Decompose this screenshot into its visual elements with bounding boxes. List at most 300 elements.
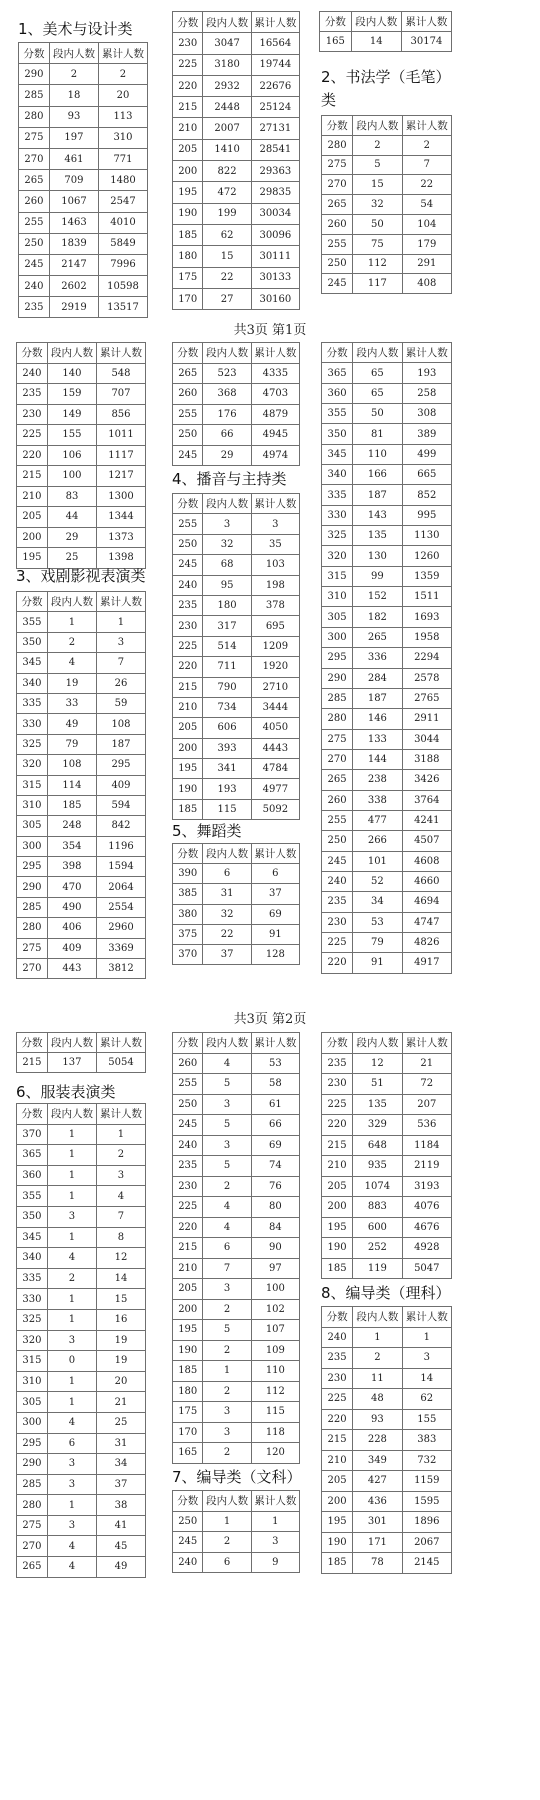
table-cell: 205: [322, 1176, 353, 1197]
table-cell: 14: [96, 1268, 145, 1289]
table-cell: 22: [203, 267, 251, 288]
score-table: [319, 11, 452, 52]
table-cell: 255: [173, 514, 203, 534]
table-row: [322, 234, 452, 254]
table-cell: 270: [322, 175, 353, 195]
table-cell: 368: [203, 384, 251, 405]
table-cell: 30111: [251, 246, 299, 267]
table-cell: 250: [322, 254, 353, 274]
table-row: [19, 106, 148, 127]
table-row: [322, 254, 452, 274]
table-cell: 74: [251, 1156, 299, 1177]
table-cell: 69: [251, 904, 299, 924]
table-cell: 255: [322, 234, 353, 254]
table-cell: 711: [203, 657, 251, 677]
table-cell: 235: [19, 297, 50, 318]
table-cell: 3369: [96, 938, 145, 958]
table-cell: 1373: [96, 527, 145, 548]
table-cell: 250: [173, 1094, 203, 1115]
column-header: 分数: [173, 494, 203, 514]
table-row: [173, 1217, 300, 1238]
section-title-dance: 5、舞蹈类: [172, 822, 242, 840]
table-cell: 383: [402, 1430, 451, 1451]
table-cell: 187: [353, 485, 402, 505]
table-cell: 4241: [402, 810, 451, 830]
table-cell: 707: [96, 384, 145, 405]
table-row: [173, 738, 300, 758]
table-row: [17, 959, 146, 979]
table-cell: 245: [322, 274, 353, 294]
table-cell: 135: [353, 1094, 402, 1115]
table-cell: 210: [173, 1258, 203, 1279]
score-table: [16, 591, 146, 979]
table-cell: 19: [96, 1330, 145, 1351]
table-cell: 195: [173, 182, 203, 203]
table-cell: 260: [173, 1053, 203, 1074]
table-row: [17, 775, 146, 795]
table-row: [322, 587, 452, 607]
table-cell: 230: [173, 33, 203, 54]
table-cell: 1217: [96, 466, 145, 487]
table-cell: 409: [96, 775, 145, 795]
table-cell: 1920: [251, 657, 299, 677]
table-cell: 29835: [251, 182, 299, 203]
table-header-row: [17, 1104, 146, 1125]
table-cell: 600: [353, 1217, 402, 1238]
table-cell: 195: [322, 1217, 353, 1238]
table-cell: 245: [173, 1532, 203, 1553]
table-cell: 275: [322, 155, 353, 175]
table-cell: 185: [173, 224, 203, 245]
table-cell: 3: [96, 1165, 145, 1186]
table-row: [173, 224, 300, 245]
table-row: [322, 892, 452, 912]
table-cell: 4: [47, 1412, 96, 1433]
table-cell: 290: [19, 64, 50, 85]
table-cell: 330: [322, 505, 353, 525]
table-cell: 210: [322, 1156, 353, 1177]
table-cell: 1: [47, 1392, 96, 1413]
table-cell: 1511: [402, 587, 451, 607]
table-cell: 355: [17, 1186, 48, 1207]
table-cell: 1463: [49, 212, 98, 233]
table-row: [322, 1532, 452, 1553]
table-cell: 5: [203, 1320, 251, 1341]
table-cell: 137: [47, 1053, 96, 1073]
score-table: [172, 1490, 300, 1573]
table-cell: 190: [173, 1340, 203, 1361]
table-cell: 110: [251, 1361, 299, 1382]
table-cell: 4: [203, 1197, 251, 1218]
column-header: 段内人数: [203, 12, 251, 33]
table-cell: 4: [47, 1536, 96, 1557]
table-cell: 275: [17, 938, 48, 958]
table-cell: 406: [47, 918, 96, 938]
table-cell: 370: [17, 1124, 48, 1145]
table-cell: 2: [203, 1176, 251, 1197]
table-cell: 140: [47, 363, 96, 384]
table-row: [173, 445, 300, 466]
table-cell: 30096: [251, 224, 299, 245]
table-cell: 225: [322, 932, 353, 952]
table-cell: 101: [353, 851, 402, 871]
table-cell: 350: [322, 424, 353, 444]
table-cell: 112: [251, 1381, 299, 1402]
table-cell: 30034: [251, 203, 299, 224]
table-broadcast-cont: [16, 1032, 146, 1073]
table-cell: 390: [173, 864, 203, 884]
table-row: [173, 575, 300, 595]
table-cell: 205: [173, 1279, 203, 1300]
table-cell: 3193: [402, 1176, 451, 1197]
table-cell: 252: [353, 1238, 402, 1259]
table-row: [322, 135, 452, 155]
table-cell: 245: [173, 1115, 203, 1136]
table-cell: 66: [203, 425, 251, 446]
table-cell: 62: [203, 224, 251, 245]
table-art-design-2: [172, 11, 300, 310]
table-cell: 190: [322, 1238, 353, 1259]
table-cell: 97: [251, 1258, 299, 1279]
table-cell: 215: [173, 677, 203, 697]
column-header: 累计人数: [96, 592, 145, 612]
table-row: [173, 636, 300, 656]
table-cell: 5: [203, 1074, 251, 1095]
table-cell: 25: [47, 548, 96, 569]
table-cell: 240: [173, 575, 203, 595]
table-cell: 235: [173, 595, 203, 615]
table-row: [322, 1512, 452, 1533]
table-cell: 6: [251, 864, 299, 884]
table-cell: 32: [203, 534, 251, 554]
table-cell: 255: [322, 810, 353, 830]
table-row: [322, 648, 452, 668]
table-cell: 5092: [251, 799, 299, 819]
table-cell: 195: [173, 1320, 203, 1341]
column-header: 累计人数: [96, 1033, 145, 1053]
table-cell: 335: [322, 485, 353, 505]
table-row: [17, 1351, 146, 1372]
table-row: [322, 1197, 452, 1218]
table-header-row: [173, 1491, 300, 1512]
table-row: [17, 1206, 146, 1227]
column-header: 分数: [173, 12, 203, 33]
table-cell: 30133: [251, 267, 299, 288]
table-cell: 995: [402, 505, 451, 525]
table-cell: 230: [322, 1074, 353, 1095]
table-cell: 255: [19, 212, 50, 233]
table-cell: 380: [173, 904, 203, 924]
column-header: 分数: [173, 343, 203, 364]
table-art-design-3: [319, 11, 452, 52]
table-cell: 5047: [402, 1258, 451, 1279]
table-cell: 4: [47, 1248, 96, 1269]
table-row: [173, 182, 300, 203]
table-cell: 240: [322, 1327, 353, 1348]
table-cell: 205: [173, 139, 203, 160]
table-cell: 7: [402, 155, 451, 175]
table-cell: 338: [353, 790, 402, 810]
table-cell: 280: [17, 1495, 48, 1516]
table-row: [322, 566, 452, 586]
table-row: [322, 546, 452, 566]
table-row: [173, 1053, 300, 1074]
table-cell: 171: [353, 1532, 402, 1553]
table-cell: 91: [353, 953, 402, 973]
table-cell: 3: [251, 1532, 299, 1553]
table-row: [173, 384, 300, 405]
table-row: [173, 534, 300, 554]
table-cell: 4335: [251, 363, 299, 384]
table-cell: 15: [96, 1289, 145, 1310]
table-row: [322, 912, 452, 932]
table-cell: 315: [17, 775, 48, 795]
table-cell: 290: [17, 1454, 48, 1475]
table-cell: 240: [17, 363, 48, 384]
table-cell: 235: [173, 1156, 203, 1177]
table-cell: 5054: [96, 1053, 145, 1073]
table-cell: 78: [353, 1553, 402, 1574]
table-cell: 427: [353, 1471, 402, 1492]
table-cell: 275: [17, 1515, 48, 1536]
table-row: [322, 688, 452, 708]
table-cell: 443: [47, 959, 96, 979]
table-cell: 2: [203, 1443, 251, 1464]
table-cell: 1: [47, 1145, 96, 1166]
table-row: [17, 507, 146, 528]
table-cell: 210: [173, 118, 203, 139]
table-cell: 436: [353, 1491, 402, 1512]
table-row: [19, 212, 148, 233]
table-cell: 329: [353, 1115, 402, 1136]
table-row: [17, 653, 146, 673]
column-header: 累计人数: [98, 43, 147, 64]
table-cell: 1359: [402, 566, 451, 586]
table-cell: 260: [322, 214, 353, 234]
table-header-row: [17, 343, 146, 364]
table-cell: 4676: [402, 1217, 451, 1238]
table-cell: 100: [251, 1279, 299, 1300]
score-table: [172, 1032, 300, 1464]
table-cell: 1130: [402, 526, 451, 546]
table-row: [17, 673, 146, 693]
table-cell: 3: [402, 1348, 451, 1369]
table-cell: 245: [173, 445, 203, 466]
table-cell: 2: [47, 1268, 96, 1289]
table-cell: 44: [47, 507, 96, 528]
table-cell: 113: [98, 106, 147, 127]
column-header: 段内人数: [203, 494, 251, 514]
table-cell: 1: [47, 1371, 96, 1392]
table-cell: 248: [47, 816, 96, 836]
table-header-row: [322, 1033, 452, 1054]
table-cell: 34: [353, 892, 402, 912]
table-row: [322, 607, 452, 627]
table-cell: 102: [251, 1299, 299, 1320]
column-header: 分数: [173, 1033, 203, 1054]
table-cell: 1595: [402, 1491, 451, 1512]
table-cell: 27: [203, 288, 251, 309]
table-cell: 180: [203, 595, 251, 615]
table-cell: 1: [47, 1309, 96, 1330]
table-cell: 2602: [49, 276, 98, 297]
table-cell: 350: [17, 632, 48, 652]
table-cell: 1159: [402, 1471, 451, 1492]
table-row: [17, 1186, 146, 1207]
table-cell: 230: [173, 616, 203, 636]
table-cell: 120: [251, 1443, 299, 1464]
table-cell: 275: [19, 127, 50, 148]
column-header: 分数: [322, 116, 353, 136]
table-cell: 250: [173, 534, 203, 554]
table-cell: 345: [17, 653, 48, 673]
table-cell: 290: [322, 668, 353, 688]
table-cell: 349: [353, 1450, 402, 1471]
table-cell: 310: [98, 127, 147, 148]
table-row: [173, 1074, 300, 1095]
table-row: [322, 1053, 452, 1074]
table-row: [19, 148, 148, 169]
table-row: [322, 871, 452, 891]
page-label-1: 共3页 第1页: [233, 323, 307, 338]
table-row: [173, 1299, 300, 1320]
table-cell: 128: [251, 944, 299, 964]
table-cell: 2448: [203, 97, 251, 118]
table-cell: 1958: [402, 627, 451, 647]
table-cell: 300: [17, 1412, 48, 1433]
table-cell: 6: [47, 1433, 96, 1454]
table-cell: 240: [173, 1552, 203, 1573]
table-cell: 215: [322, 1135, 353, 1156]
table-cell: 230: [173, 1176, 203, 1197]
table-cell: 265: [17, 1557, 48, 1578]
table-cell: 235: [322, 1053, 353, 1074]
table-row: [322, 214, 452, 234]
column-header: 分数: [19, 43, 50, 64]
table-cell: 152: [353, 587, 402, 607]
table-cell: 291: [402, 254, 451, 274]
table-cell: 176: [203, 404, 251, 425]
column-header: 累计人数: [402, 116, 451, 136]
table-row: [322, 1368, 452, 1389]
table-cell: 220: [173, 1217, 203, 1238]
table-row: [173, 246, 300, 267]
table-cell: 30174: [401, 32, 451, 52]
table-cell: 215: [173, 97, 203, 118]
table-cell: 146: [353, 709, 402, 729]
table-cell: 6: [203, 1238, 251, 1259]
table-cell: 10598: [98, 276, 147, 297]
table-cell: 290: [17, 877, 48, 897]
table-cell: 14: [402, 1368, 451, 1389]
table-cell: 3: [203, 1402, 251, 1423]
table-cell: 284: [353, 668, 402, 688]
table-cell: 19744: [251, 54, 299, 75]
table-cell: 4974: [251, 445, 299, 466]
table-cell: 790: [203, 677, 251, 697]
table-cell: 2710: [251, 677, 299, 697]
table-cell: 3: [47, 1474, 96, 1495]
table-cell: 250: [322, 831, 353, 851]
table-cell: 26: [96, 673, 145, 693]
table-cell: 300: [17, 836, 48, 856]
table-row: [322, 526, 452, 546]
table-row: [322, 175, 452, 195]
table-cell: 220: [322, 1409, 353, 1430]
table-directing-sci: [321, 1306, 452, 1574]
table-row: [322, 1074, 452, 1095]
table-cell: 2: [96, 1145, 145, 1166]
table-row: [17, 527, 146, 548]
score-table: [16, 1032, 146, 1073]
table-header-row: [173, 494, 300, 514]
table-cell: 308: [402, 404, 451, 424]
table-cell: 305: [322, 607, 353, 627]
table-cell: 166: [353, 465, 402, 485]
table-cell: 3: [203, 1422, 251, 1443]
column-header: 累计人数: [251, 343, 299, 364]
table-cell: 325: [17, 1309, 48, 1330]
table-cell: 12: [96, 1248, 145, 1269]
column-header: 累计人数: [251, 494, 299, 514]
table-cell: 49: [96, 1557, 145, 1578]
table-row: [17, 548, 146, 569]
table-cell: 3: [203, 1279, 251, 1300]
table-cell: 2960: [96, 918, 145, 938]
table-cell: 2919: [49, 297, 98, 318]
table-cell: 53: [251, 1053, 299, 1074]
table-cell: 185: [47, 795, 96, 815]
table-cell: 4608: [402, 851, 451, 871]
table-cell: 1260: [402, 546, 451, 566]
table-cell: 335: [17, 693, 48, 713]
table-cell: 305: [17, 1392, 48, 1413]
table-cell: 11: [353, 1368, 402, 1389]
table-row: [173, 1279, 300, 1300]
table-cell: 235: [17, 384, 48, 405]
column-header: 段内人数: [203, 1033, 251, 1054]
table-cell: 1117: [96, 445, 145, 466]
table-row: [322, 668, 452, 688]
table-row: [322, 444, 452, 464]
table-cell: 1: [251, 1511, 299, 1532]
table-cell: 1: [47, 1165, 96, 1186]
table-cell: 250: [19, 233, 50, 254]
table-cell: 198: [251, 575, 299, 595]
table-cell: 1: [47, 1186, 96, 1207]
table-row: [17, 897, 146, 917]
column-header: 段内人数: [47, 1104, 96, 1125]
table-cell: 536: [402, 1115, 451, 1136]
table-cell: 1839: [49, 233, 98, 254]
table-row: [173, 514, 300, 534]
table-cell: 1209: [251, 636, 299, 656]
table-row: [173, 1422, 300, 1443]
table-row: [173, 1552, 300, 1573]
table-row: [173, 203, 300, 224]
table-cell: 3426: [402, 770, 451, 790]
table-cell: 4694: [402, 892, 451, 912]
table-row: [322, 831, 452, 851]
table-cell: 225: [322, 1094, 353, 1115]
section-title-calligraphy-cont: 类: [321, 91, 337, 109]
column-header: 分数: [322, 1307, 353, 1328]
table-cell: 29: [47, 527, 96, 548]
column-header: 段内人数: [47, 1033, 96, 1053]
column-header: 分数: [322, 343, 353, 363]
table-cell: 6: [203, 864, 251, 884]
table-cell: 220: [322, 953, 353, 973]
